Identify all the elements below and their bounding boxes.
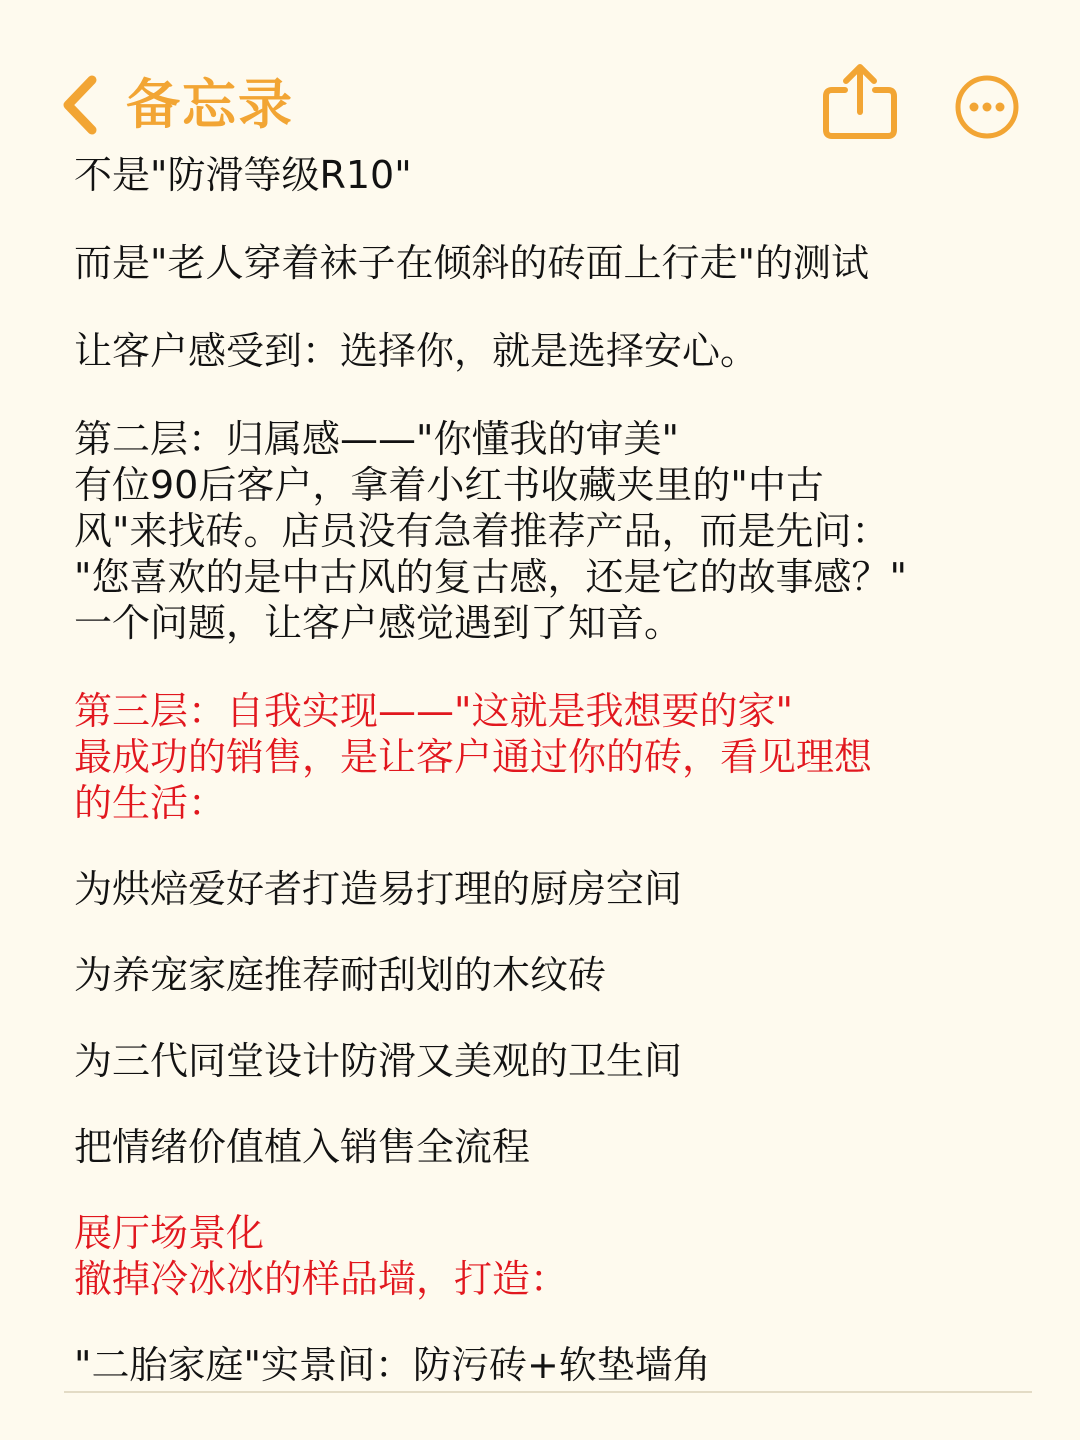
section-heading: 把情绪价值植入销售全流程 <box>74 1125 531 1169</box>
highlighted-heading: 展厅场景化 <box>74 1211 265 1255</box>
back-button[interactable] <box>58 70 294 140</box>
chevron-left-icon <box>58 74 100 136</box>
share-icon[interactable] <box>818 62 902 142</box>
note-line: 一个问题，让客户感觉遇到了知音。 <box>74 601 683 645</box>
highlighted-line: 的生活： <box>74 781 227 825</box>
note-line: 不是"防滑等级R10" <box>74 153 412 197</box>
note-line: 而是"老人穿着袜子在倾斜的砖面上行走"的测试 <box>74 241 869 285</box>
list-item: 为烘焙爱好者打造易打理的厨房空间 <box>74 867 683 911</box>
highlighted-heading: 第三层：自我实现——"这就是我想要的家" <box>74 689 793 733</box>
highlighted-line: 撤掉冷冰冰的样品墙，打造： <box>74 1257 569 1301</box>
note-body[interactable] <box>74 152 1024 1388</box>
list-item: 为三代同堂设计防滑又美观的卫生间 <box>74 1039 683 1083</box>
note-line: 风"来找砖。店员没有急着推荐产品，而是先问： <box>74 509 890 553</box>
note-line: 有位90后客户，拿着小红书收藏夹里的"中古 <box>74 463 824 507</box>
section-heading: 第二层：归属感——"你懂我的审美" <box>74 417 679 461</box>
navigation-bar <box>0 0 1080 150</box>
bottom-divider <box>64 1391 1032 1393</box>
note-line: "二胎家庭"实景间：防污砖+软垫墙角 <box>74 1343 711 1387</box>
note-line: 让客户感受到：选择你，就是选择安心。 <box>74 329 759 373</box>
ellipsis-circle-icon[interactable] <box>954 74 1020 140</box>
back-label: 备忘录 <box>126 73 294 136</box>
highlighted-line: 最成功的销售，是让客户通过你的砖，看见理想 <box>74 735 873 779</box>
note-line: "您喜欢的是中古风的复古感，还是它的故事感？" <box>74 555 907 599</box>
list-item: 为养宠家庭推荐耐刮划的木纹砖 <box>74 953 607 997</box>
